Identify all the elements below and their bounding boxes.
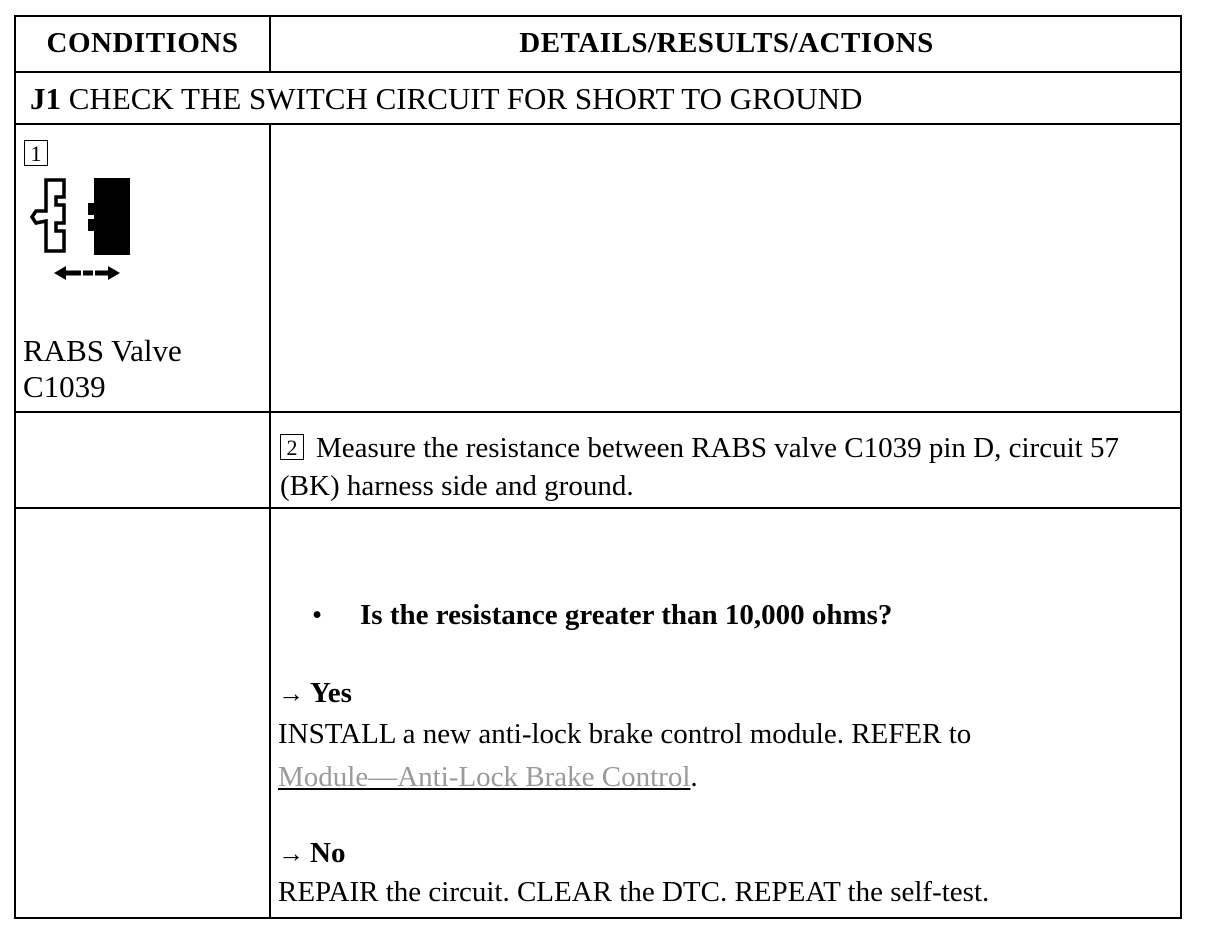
bullet: • [312,599,323,631]
arrow-right-icon: → [278,679,304,708]
step-1-marker [24,140,48,166]
no-label: No [310,837,346,869]
yes-text: INSTALL a new anti-lock brake control module. REFER to [278,718,972,750]
conditions-header: CONDITIONS [46,27,239,59]
diagnostic-table [14,15,1182,919]
step-number-box: 2 [280,434,304,460]
connector-name: RABS Valve [23,333,182,368]
yes-heading [278,677,352,710]
no-text: REPAIR the circuit. CLEAR the DTC. REPEAT the self-test. [278,876,990,908]
link-suffix: . [690,761,698,793]
step-2-instruction [280,429,1160,505]
step-2-text: Measure the resistance between RABS valve C1039 pin D, circuit 57 (BK) harness side and ground. [280,432,1119,502]
divider [269,123,271,917]
divider [16,123,1180,125]
details-header: DETAILS/RESULTS/ACTIONS [519,27,934,59]
question [312,599,892,632]
question-text: Is the resistance greater than 10,000 ohms? [360,599,893,631]
yes-action [278,713,1158,799]
step-id: J1 [30,81,61,116]
divider [16,507,1180,509]
divider [16,71,1180,73]
connector-id: C1039 [23,369,106,404]
connector-disconnect-icon [24,175,140,287]
connector-label [23,333,182,405]
no-action [278,871,1158,914]
yes-label: Yes [310,677,352,709]
step-title [30,81,862,117]
divider [16,411,1180,413]
no-heading [278,837,345,870]
step-title-text: CHECK THE SWITCH CIRCUIT FOR SHORT TO GROUND [68,81,863,116]
step-number-box: 1 [24,140,48,166]
module-link[interactable]: Module—Anti-Lock Brake Control [278,761,691,793]
arrow-right-icon: → [278,839,304,868]
